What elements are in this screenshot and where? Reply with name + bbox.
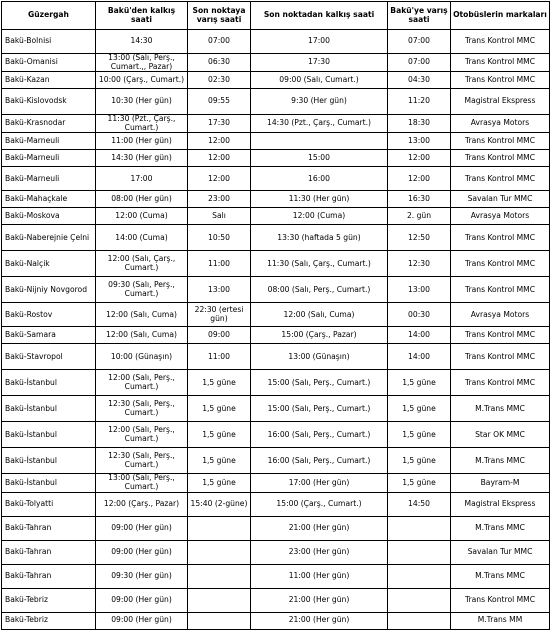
cell-departure-baku: 08:00 (Her gün) xyxy=(96,191,188,208)
cell-arrival-destination: 1,5 güne xyxy=(188,422,251,448)
cell-departure-baku: 10:00 (Günaşın) xyxy=(96,344,188,370)
cell-departure-destination: 21:00 (Her gün) xyxy=(251,516,388,540)
cell-bus-company: Bayram-M xyxy=(451,474,550,492)
table-row xyxy=(2,344,550,370)
cell-arrival-baku: 14:00 xyxy=(388,327,451,344)
cell-arrival-baku: 1,5 güne xyxy=(388,396,451,422)
table-row xyxy=(2,115,550,133)
cell-route: Bakü-İstanbul xyxy=(2,396,96,422)
cell-arrival-destination: 10:50 xyxy=(188,225,251,251)
table-row xyxy=(2,448,550,474)
cell-departure-destination: 23:00 (Her gün) xyxy=(251,540,388,564)
cell-bus-company: Trans Kontrol MMC xyxy=(451,251,550,277)
cell-departure-destination xyxy=(251,133,388,150)
cell-route: Bakü-Mahaçkale xyxy=(2,191,96,208)
cell-departure-destination: 14:30 (Pzt., Çarş., Cumart.) xyxy=(251,115,388,133)
cell-bus-company: Trans Kontrol MMC xyxy=(451,167,550,191)
cell-departure-baku: 09:00 (Her gün) xyxy=(96,588,188,612)
header-departure-destination: Son noktadan kalkış saati xyxy=(251,2,388,30)
cell-departure-destination: 15:00 (Salı, Perş., Cumart.) xyxy=(251,396,388,422)
table-row xyxy=(2,564,550,588)
table-row xyxy=(2,89,550,115)
cell-departure-destination: 21:00 (Her gün) xyxy=(251,588,388,612)
cell-route: Bakü-Tahran xyxy=(2,564,96,588)
cell-departure-destination: 11:30 (Her gün) xyxy=(251,191,388,208)
header-arrival-destination: Son noktaya varış saati xyxy=(188,2,251,30)
table-row xyxy=(2,167,550,191)
cell-arrival-destination: 12:00 xyxy=(188,167,251,191)
cell-arrival-destination: 09:55 xyxy=(188,89,251,115)
cell-departure-baku: 12:00 (Salı, Cuma) xyxy=(96,327,188,344)
table-row xyxy=(2,492,550,516)
cell-bus-company: Magistral Ekspress xyxy=(451,89,550,115)
cell-arrival-destination: 06:30 xyxy=(188,54,251,72)
cell-arrival-baku: 13:00 xyxy=(388,277,451,303)
cell-departure-baku: 09:00 (Her gün) xyxy=(96,516,188,540)
cell-departure-baku: 10:30 (Her gün) xyxy=(96,89,188,115)
cell-arrival-destination: 1,5 güne xyxy=(188,370,251,396)
cell-departure-destination: 12:00 (Cuma) xyxy=(251,208,388,225)
cell-route: Bakü-Kislovodsk xyxy=(2,89,96,115)
cell-bus-company: M.Trans MMC xyxy=(451,396,550,422)
cell-departure-baku: 09:00 (Her gün) xyxy=(96,612,188,629)
cell-route: Bakü-İstanbul xyxy=(2,474,96,492)
cell-arrival-baku: 12:00 xyxy=(388,167,451,191)
cell-route: Bakü-Tolyatti xyxy=(2,492,96,516)
cell-route: Bakü-İstanbul xyxy=(2,448,96,474)
table-row xyxy=(2,516,550,540)
table-row xyxy=(2,277,550,303)
cell-departure-baku: 13:00 (Salı, Perş., Cumart.,, Pazar) xyxy=(96,54,188,72)
cell-departure-baku: 09:00 (Her gün) xyxy=(96,540,188,564)
cell-arrival-destination: 1,5 güne xyxy=(188,474,251,492)
cell-arrival-destination: 13:00 xyxy=(188,277,251,303)
cell-departure-baku: 12:00 (Çarş., Pazar) xyxy=(96,492,188,516)
cell-route: Bakü-Tahran xyxy=(2,540,96,564)
cell-departure-baku: 11:30 (Pzt., Çarş., Cumart.) xyxy=(96,115,188,133)
cell-bus-company: Trans Kontrol MMC xyxy=(451,30,550,54)
cell-bus-company: Trans Kontrol MMC xyxy=(451,72,550,89)
cell-departure-destination: 13:00 (Günaşın) xyxy=(251,344,388,370)
cell-departure-destination: 9:30 (Her gün) xyxy=(251,89,388,115)
cell-departure-destination: 11:30 (Salı, Çarş., Cumart.) xyxy=(251,251,388,277)
cell-departure-destination: 16:00 (Salı, Perş., Cumart.) xyxy=(251,448,388,474)
cell-route: Bakü-Omanisi xyxy=(2,54,96,72)
cell-route: Bakü-Nijniy Novgorod xyxy=(2,277,96,303)
cell-route: Bakü-Tebriz xyxy=(2,612,96,629)
cell-bus-company: Savalan Tur MMC xyxy=(451,540,550,564)
cell-route: Bakü-Marneuli xyxy=(2,167,96,191)
cell-bus-company: Trans Kontrol MMC xyxy=(451,588,550,612)
cell-departure-baku: 11:00 (Her gün) xyxy=(96,133,188,150)
cell-departure-destination: 17:30 xyxy=(251,54,388,72)
cell-arrival-baku: 1,5 güne xyxy=(388,370,451,396)
cell-departure-baku: 17:00 xyxy=(96,167,188,191)
table-row xyxy=(2,588,550,612)
header-arrival-baku: Bakü'ye varış saati xyxy=(388,2,451,30)
cell-departure-destination: 15:00 (Çarş., Pazar) xyxy=(251,327,388,344)
cell-departure-destination: 08:00 (Salı, Perş., Cumart.) xyxy=(251,277,388,303)
cell-departure-destination: 13:30 (haftada 5 gün) xyxy=(251,225,388,251)
cell-arrival-destination: 17:30 xyxy=(188,115,251,133)
cell-arrival-baku: 12:30 xyxy=(388,251,451,277)
cell-departure-baku: 12:30 (Salı, Perş., Cumart.) xyxy=(96,396,188,422)
cell-arrival-baku: 1,5 güne xyxy=(388,448,451,474)
cell-bus-company: M.Trans MM xyxy=(451,612,550,629)
cell-arrival-baku: 18:30 xyxy=(388,115,451,133)
cell-route: Bakü-Tahran xyxy=(2,516,96,540)
cell-departure-baku: 13:00 (Salı, Perş., Cumart.) xyxy=(96,474,188,492)
cell-route: Bakü-Marneuli xyxy=(2,150,96,167)
cell-arrival-baku: 12:00 xyxy=(388,150,451,167)
cell-arrival-baku: 07:00 xyxy=(388,54,451,72)
cell-bus-company: Avrasya Motors xyxy=(451,208,550,225)
cell-departure-destination: 21:00 (Her gün) xyxy=(251,612,388,629)
cell-departure-destination: 15:00 (Salı, Perş., Cumart.) xyxy=(251,370,388,396)
cell-departure-destination: 11:00 (Her gün) xyxy=(251,564,388,588)
cell-departure-destination: 16:00 (Salı, Perş., Cumart.) xyxy=(251,422,388,448)
table-row xyxy=(2,422,550,448)
cell-arrival-destination: Salı xyxy=(188,208,251,225)
cell-arrival-baku: 12:50 xyxy=(388,225,451,251)
cell-arrival-baku xyxy=(388,564,451,588)
cell-bus-company: Savalan Tur MMC xyxy=(451,191,550,208)
cell-departure-baku: 12:00 (Salı, Çarş., Cumart.) xyxy=(96,251,188,277)
cell-route: Bakü-Moskova xyxy=(2,208,96,225)
cell-arrival-destination xyxy=(188,588,251,612)
header-bus-company: Otobüslerin markaları xyxy=(451,2,550,30)
cell-departure-baku: 12:00 (Salı, Perş., Cumart.) xyxy=(96,422,188,448)
cell-arrival-destination: 11:00 xyxy=(188,344,251,370)
cell-arrival-destination: 09:00 xyxy=(188,327,251,344)
cell-arrival-destination: 1,5 güne xyxy=(188,448,251,474)
cell-bus-company: Trans Kontrol MMC xyxy=(451,277,550,303)
table-row xyxy=(2,133,550,150)
cell-arrival-destination xyxy=(188,516,251,540)
cell-arrival-baku: 14:50 xyxy=(388,492,451,516)
cell-arrival-destination xyxy=(188,540,251,564)
table-row xyxy=(2,303,550,327)
header-row xyxy=(2,2,550,30)
cell-arrival-baku: 11:20 xyxy=(388,89,451,115)
cell-arrival-baku: 2. gün xyxy=(388,208,451,225)
cell-bus-company: Trans Kontrol MMC xyxy=(451,370,550,396)
header-route: Güzergah xyxy=(2,2,96,30)
cell-arrival-baku xyxy=(388,540,451,564)
cell-arrival-baku: 07:00 xyxy=(388,30,451,54)
table-row xyxy=(2,327,550,344)
cell-departure-destination: 16:00 xyxy=(251,167,388,191)
cell-bus-company: M.Trans MMC xyxy=(451,448,550,474)
table-row xyxy=(2,208,550,225)
table-row xyxy=(2,540,550,564)
cell-route: Bakü-Tebriz xyxy=(2,588,96,612)
cell-departure-baku: 14:00 (Cuma) xyxy=(96,225,188,251)
cell-route: Bakü-İstanbul xyxy=(2,370,96,396)
cell-departure-baku: 12:00 (Cuma) xyxy=(96,208,188,225)
table-row xyxy=(2,72,550,89)
table-row xyxy=(2,370,550,396)
cell-bus-company: Trans Kontrol MMC xyxy=(451,133,550,150)
cell-arrival-destination: 22:30 (ertesi gün) xyxy=(188,303,251,327)
cell-route: Bakü-Bolnisi xyxy=(2,30,96,54)
cell-arrival-baku xyxy=(388,588,451,612)
table-row xyxy=(2,191,550,208)
cell-arrival-baku: 13:00 xyxy=(388,133,451,150)
cell-arrival-destination: 02:30 xyxy=(188,72,251,89)
cell-route: Bakü-Rostov xyxy=(2,303,96,327)
cell-arrival-destination: 1,5 güne xyxy=(188,396,251,422)
cell-bus-company: Trans Kontrol MMC xyxy=(451,344,550,370)
bus-schedule-table xyxy=(1,1,550,630)
cell-route: Bakü-Naberejnie Çelni xyxy=(2,225,96,251)
cell-departure-baku: 12:00 (Salı, Perş., Cumart.) xyxy=(96,370,188,396)
cell-arrival-destination xyxy=(188,564,251,588)
cell-bus-company: Trans Kontrol MMC xyxy=(451,150,550,167)
cell-departure-destination: 17:00 xyxy=(251,30,388,54)
cell-arrival-destination: 11:00 xyxy=(188,251,251,277)
header-departure-baku: Bakü'den kalkış saati xyxy=(96,2,188,30)
cell-bus-company: Trans Kontrol MMC xyxy=(451,327,550,344)
cell-route: Bakü-Nalçik xyxy=(2,251,96,277)
cell-departure-baku: 12:00 (Salı, Cuma) xyxy=(96,303,188,327)
cell-arrival-baku xyxy=(388,612,451,629)
table-row xyxy=(2,30,550,54)
table-row xyxy=(2,396,550,422)
cell-arrival-destination: 15:40 (2-güne) xyxy=(188,492,251,516)
cell-bus-company: M.Trans MMC xyxy=(451,564,550,588)
cell-departure-destination: 17:00 (Her gün) xyxy=(251,474,388,492)
cell-departure-baku: 14:30 (Her gün) xyxy=(96,150,188,167)
cell-bus-company: Trans Kontrol MMC xyxy=(451,225,550,251)
cell-arrival-baku: 1,5 güne xyxy=(388,474,451,492)
cell-departure-baku: 10:00 (Çarş., Cumart.) xyxy=(96,72,188,89)
cell-route: Bakü-Krasnodar xyxy=(2,115,96,133)
table-row xyxy=(2,225,550,251)
cell-arrival-baku: 14:00 xyxy=(388,344,451,370)
table-row xyxy=(2,54,550,72)
table-row xyxy=(2,474,550,492)
cell-departure-baku: 14:30 xyxy=(96,30,188,54)
cell-bus-company: Star OK MMC xyxy=(451,422,550,448)
cell-departure-destination: 09:00 (Salı, Cumart.) xyxy=(251,72,388,89)
cell-arrival-baku: 04:30 xyxy=(388,72,451,89)
cell-departure-destination: 15:00 (Çarş., Cumart.) xyxy=(251,492,388,516)
cell-bus-company: Trans Kontrol MMC xyxy=(451,54,550,72)
table-row xyxy=(2,612,550,629)
cell-bus-company: Avrasya Motors xyxy=(451,303,550,327)
cell-departure-baku: 09:30 (Her gün) xyxy=(96,564,188,588)
cell-arrival-baku: 1,5 güne xyxy=(388,422,451,448)
schedule-body xyxy=(2,30,550,630)
cell-arrival-destination: 12:00 xyxy=(188,150,251,167)
cell-departure-destination: 12:00 (Salı, Cuma) xyxy=(251,303,388,327)
cell-route: Bakü-İstanbul xyxy=(2,422,96,448)
cell-route: Bakü-Stavropol xyxy=(2,344,96,370)
cell-route: Bakü-Samara xyxy=(2,327,96,344)
cell-arrival-baku: 16:30 xyxy=(388,191,451,208)
cell-route: Bakü-Marneuli xyxy=(2,133,96,150)
table-row xyxy=(2,150,550,167)
cell-arrival-baku xyxy=(388,516,451,540)
cell-bus-company: Magistral Ekspress xyxy=(451,492,550,516)
cell-route: Bakü-Kazan xyxy=(2,72,96,89)
cell-arrival-destination: 23:00 xyxy=(188,191,251,208)
cell-arrival-destination xyxy=(188,612,251,629)
table-row xyxy=(2,251,550,277)
cell-arrival-destination: 07:00 xyxy=(188,30,251,54)
cell-bus-company: M.Trans MMC xyxy=(451,516,550,540)
cell-departure-baku: 12:30 (Salı, Perş., Cumart.) xyxy=(96,448,188,474)
cell-bus-company: Avrasya Motors xyxy=(451,115,550,133)
cell-departure-destination: 15:00 xyxy=(251,150,388,167)
cell-departure-baku: 09:30 (Salı, Perş., Cumart.) xyxy=(96,277,188,303)
cell-arrival-destination: 12:00 xyxy=(188,133,251,150)
cell-arrival-baku: 00:30 xyxy=(388,303,451,327)
